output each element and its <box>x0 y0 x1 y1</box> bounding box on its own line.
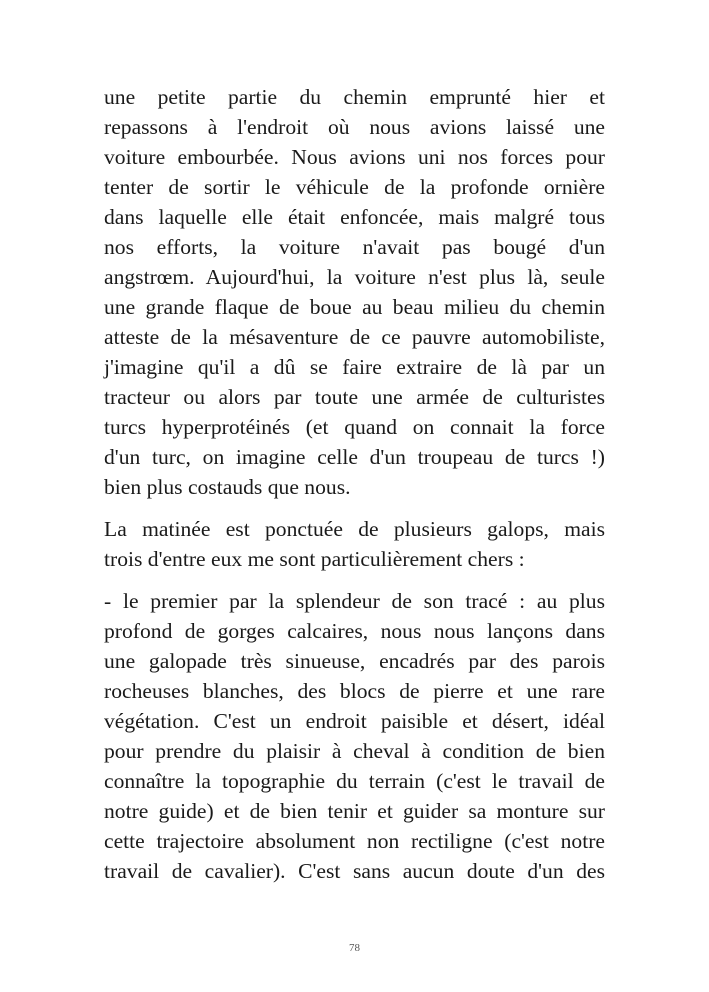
text-line: une grande flaque de boue au beau milieu du chemin <box>104 295 605 319</box>
text-line: cette trajectoire absolument non rectiligne (c'est notre <box>104 829 605 853</box>
text-line: angstrœm. Aujourd'hui, la voiture n'est plus là, seule <box>104 265 605 289</box>
text-line: rocheuses blanches, des blocs de pierre et une rare <box>104 679 605 703</box>
text-line: repassons à l'endroit où nous avions laissé une <box>104 115 605 139</box>
text-line: - le premier par la splendeur de son tracé : au plus <box>104 589 605 613</box>
paragraph-3 <box>104 586 605 886</box>
text-line: profond de gorges calcaires, nous nous lançons dans <box>104 619 605 643</box>
text-line: travail de cavalier). C'est sans aucun doute d'un des <box>104 859 605 883</box>
paragraph-1 <box>104 82 605 502</box>
text-line: turcs hyperprotéinés (et quand on connait la force <box>104 415 605 439</box>
text-line: tracteur ou alors par toute une armée de culturistes <box>104 385 605 409</box>
text-line: pour prendre du plaisir à cheval à condition de bien <box>104 739 605 763</box>
page-number: 78 <box>349 942 360 954</box>
text-line: bien plus costauds que nous. <box>104 475 351 499</box>
body-text <box>104 82 605 898</box>
text-line: connaître la topographie du terrain (c'est le travail de <box>104 769 605 793</box>
text-line: voiture embourbée. Nous avions uni nos forces pour <box>104 145 605 169</box>
text-line: j'imagine qu'il a dû se faire extraire de là par un <box>104 355 605 379</box>
text-line: une petite partie du chemin emprunté hier et <box>104 85 605 109</box>
text-line: dans laquelle elle était enfoncée, mais malgré tous <box>104 205 605 229</box>
paragraph-2 <box>104 514 605 574</box>
text-line: d'un turc, on imagine celle d'un troupeau de turcs !) <box>104 445 605 469</box>
text-line: végétation. C'est un endroit paisible et désert, idéal <box>104 709 605 733</box>
text-line: une galopade très sinueuse, encadrés par des parois <box>104 649 605 673</box>
text-line: nos efforts, la voiture n'avait pas bougé d'un <box>104 235 605 259</box>
text-line: La matinée est ponctuée de plusieurs galops, mais <box>104 517 605 541</box>
text-line: notre guide) et de bien tenir et guider sa monture sur <box>104 799 605 823</box>
text-line: tenter de sortir le véhicule de la profonde ornière <box>104 175 605 199</box>
text-line: atteste de la mésaventure de ce pauvre automobiliste, <box>104 325 605 349</box>
text-line: trois d'entre eux me sont particulièrement chers : <box>104 547 525 571</box>
